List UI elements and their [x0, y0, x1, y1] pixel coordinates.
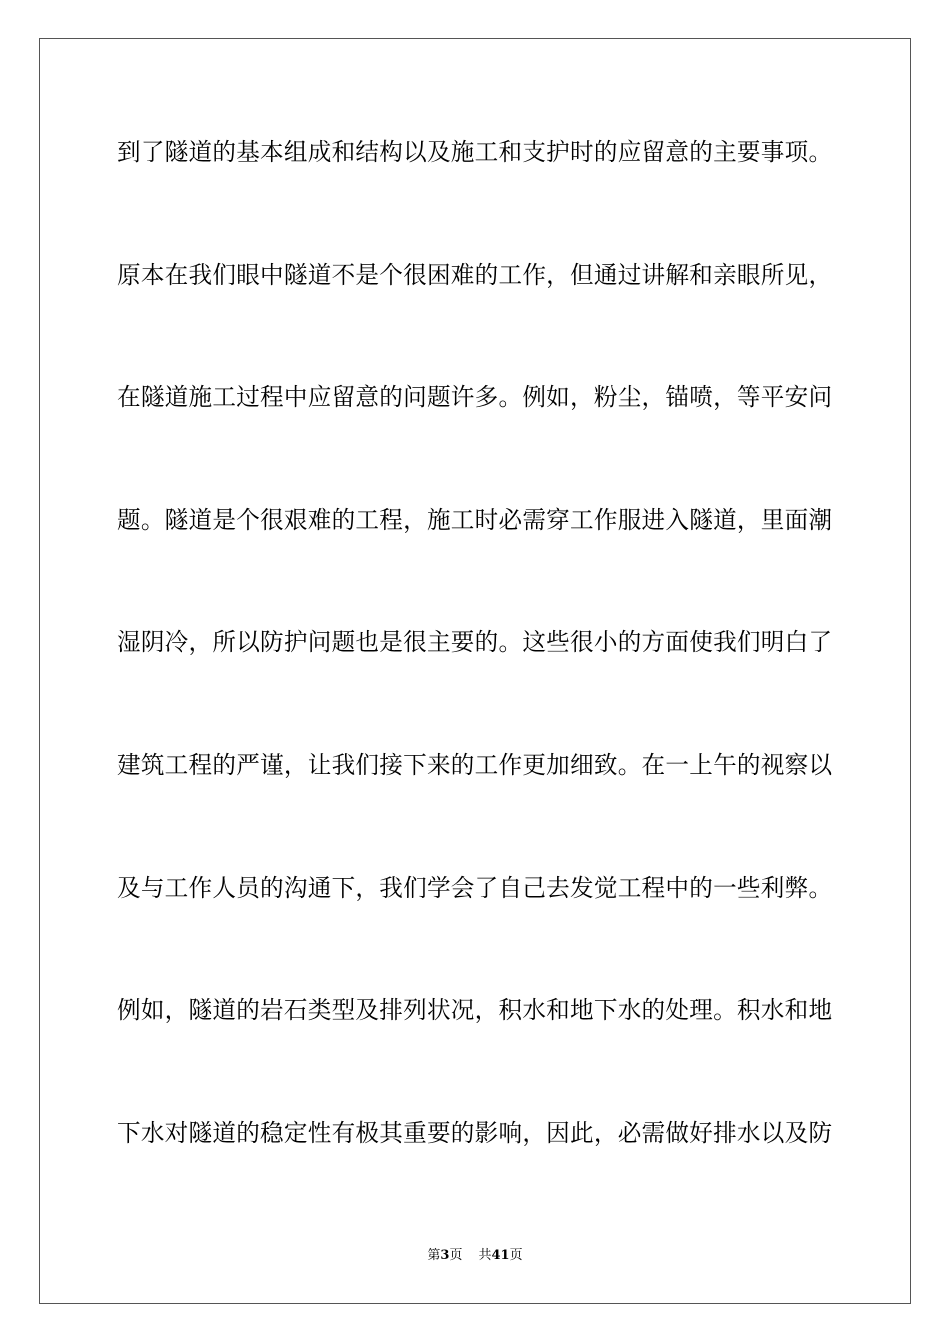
page-number: 3 [440, 1248, 450, 1263]
text-line: 建筑工程的严谨，让我们接下来的工作更加细致。在一上午的视察以 [117, 750, 833, 779]
text-line: 及与工作人员的沟通下，我们学会了自己去发觉工程中的一些利弊。 [117, 873, 833, 902]
page-prefix: 第 [427, 1248, 441, 1263]
text-line: 在隧道施工过程中应留意的问题许多。例如，粉尘，锚喷，等平安问 [117, 383, 833, 412]
text-line: 湿阴冷，所以防护问题也是很主要的。这些很小的方面使我们明白了 [117, 628, 833, 657]
total-pages: 41 [491, 1248, 510, 1263]
text-line: 原本在我们眼中隧道不是个很困难的工作，但通过讲解和亲眼所见， [117, 260, 833, 289]
text-line: 题。隧道是个很艰难的工程，施工时必需穿工作服进入隧道，里面潮 [117, 505, 833, 534]
total-suffix: 页 [509, 1248, 523, 1263]
page-suffix: 页 [449, 1248, 463, 1263]
total-prefix: 共 [478, 1248, 492, 1263]
page-footer [0, 1247, 950, 1265]
text-line: 到了隧道的基本组成和结构以及施工和支护时的应留意的主要事项。 [117, 138, 833, 166]
text-line: 例如，隧道的岩石类型及排列状况，积水和地下水的处理。积水和地 [117, 996, 833, 1025]
body-text [117, 124, 833, 1227]
text-line: 下水对隧道的稳定性有极其重要的影响，因此，必需做好排水以及防 [117, 1118, 833, 1147]
